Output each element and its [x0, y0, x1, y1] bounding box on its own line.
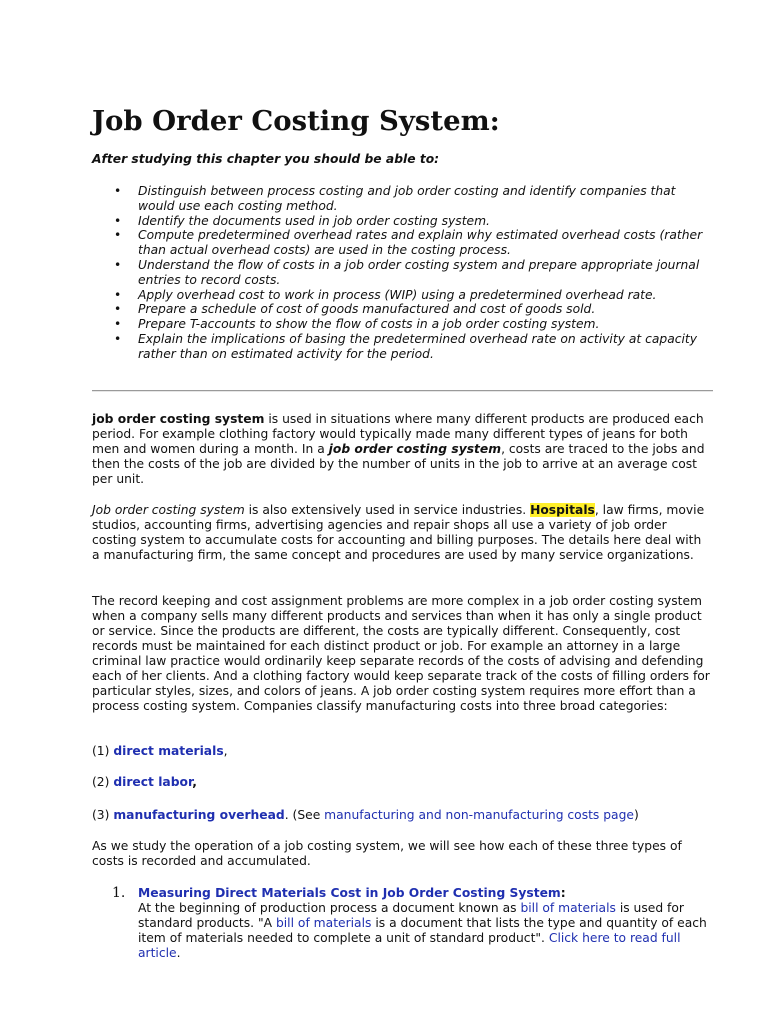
numbered-section: [92, 886, 712, 961]
list-item: • Prepare a schedule of cost of goods manufactured and cost of goods sold.: [92, 302, 712, 317]
paragraph-text: is used in situations where many different products are produced each period. For example clothing factory would typically made many different types of jeans for both men and women during a month. In a: [92, 412, 704, 456]
category-suffix: ): [633, 808, 639, 822]
bill-of-materials-link[interactable]: bill of materials: [275, 916, 372, 930]
manufacturing-overhead-link[interactable]: manufacturing overhead: [113, 808, 285, 822]
bill-of-materials-link[interactable]: bill of materials: [520, 901, 616, 915]
category-manufacturing-overhead: [92, 808, 712, 823]
section-text: .: [176, 946, 181, 960]
direct-materials-section-link[interactable]: Measuring Direct Materials Cost in Job Order Costing System: [138, 886, 561, 900]
direct-materials-link[interactable]: direct materials: [113, 744, 224, 758]
list-item: • Prepare T-accounts to show the flow of costs in a job order costing system.: [92, 317, 712, 332]
section-text: At the beginning of production process a document known as: [138, 901, 521, 915]
list-item: • Distinguish between process costing and job order costing and identify companies that would use each costing method.: [92, 184, 712, 214]
learning-objectives-list: [92, 184, 712, 362]
page-title: Job Order Costing System:: [92, 105, 500, 137]
section-number: 1.: [112, 885, 126, 901]
section-body: [138, 886, 712, 961]
read-full-article-link[interactable]: Click here to read full article: [138, 931, 681, 960]
manufacturing-costs-page-link[interactable]: manufacturing and non-manufacturing costs page: [324, 808, 634, 822]
category-number: (3): [92, 808, 114, 822]
category-suffix: . (See: [284, 808, 325, 822]
category-suffix: ,: [223, 744, 228, 758]
term-italic: Job order costing system: [92, 503, 245, 517]
section-text: is a document that lists the type and quantity of each item of materials needed to complete a unit of standard product".: [138, 916, 707, 945]
paragraph-service-industries: [92, 503, 712, 563]
list-item: • Compute predetermined overhead rates and explain why estimated overhead costs (rather than actual overhead costs) are used in the costing process.: [92, 228, 712, 258]
section-text: is used for standard products. "A: [138, 901, 684, 930]
paragraph-record-keeping: The record keeping and cost assignment problems are more complex in a job order costing system when a company sells many different products and services than when it has only a single product or service. Since the products are different, the costs are typically different. Consequently, cost records must be maintained for each distinct product or job. For example an attorney in a large criminal law practice would ordinarily keep separate records of the costs of advising and defending each of her clients. And a clothing factory would keep separate track of the costs of filling orders for particular styles, sizes, and colors of jeans. A job order costing system requires more effort than a process costing system. Companies classify manufacturing costs into three broad categories:: [92, 594, 710, 713]
category-number: (2): [92, 775, 114, 789]
category-number: (1): [92, 744, 114, 758]
paragraph-text: , law firms, movie studios, accounting firms, advertising agencies and repair shops all use a variety of job order costing system to accumulate costs for accounting and billing purposes. The details here deal with a manufacturing firm, the same concept and procedures are used by many service organizations.: [92, 503, 705, 562]
category-direct-labor: [92, 775, 712, 790]
term-bold-italic: job order costing system: [328, 442, 502, 456]
heading-colon: :: [560, 886, 566, 900]
list-item: • Understand the flow of costs in a job order costing system and prepare appropriate journal entries to record costs.: [92, 258, 712, 288]
horizontal-divider: [92, 390, 713, 392]
paragraph-text: is also extensively used in service industries.: [244, 503, 531, 517]
direct-labor-link[interactable]: direct labor: [113, 775, 193, 789]
highlighted-term: Hospitals: [530, 503, 595, 517]
paragraph-operation: As we study the operation of a job costing system, we will see how each of these three types of costs is recorded and accumulated.: [92, 839, 682, 868]
term-bold: job order costing system: [92, 412, 265, 426]
paragraph-text: , costs are traced to the jobs and then the costs of the job are divided by the number of units in the job to arrive at an average cost per unit.: [92, 442, 705, 486]
list-item: • Identify the documents used in job order costing system.: [92, 214, 712, 229]
list-item: • Apply overhead cost to work in process (WIP) using a predetermined overhead rate.: [92, 288, 712, 303]
chapter-intro: After studying this chapter you should be able to:: [92, 152, 440, 166]
category-direct-materials: [92, 744, 712, 759]
category-suffix: ,: [192, 775, 197, 789]
list-item: • Explain the implications of basing the predetermined overhead rate on activity at capacity rather than on estimated activity for the period.: [92, 332, 712, 362]
paragraph-definition: [92, 412, 712, 487]
